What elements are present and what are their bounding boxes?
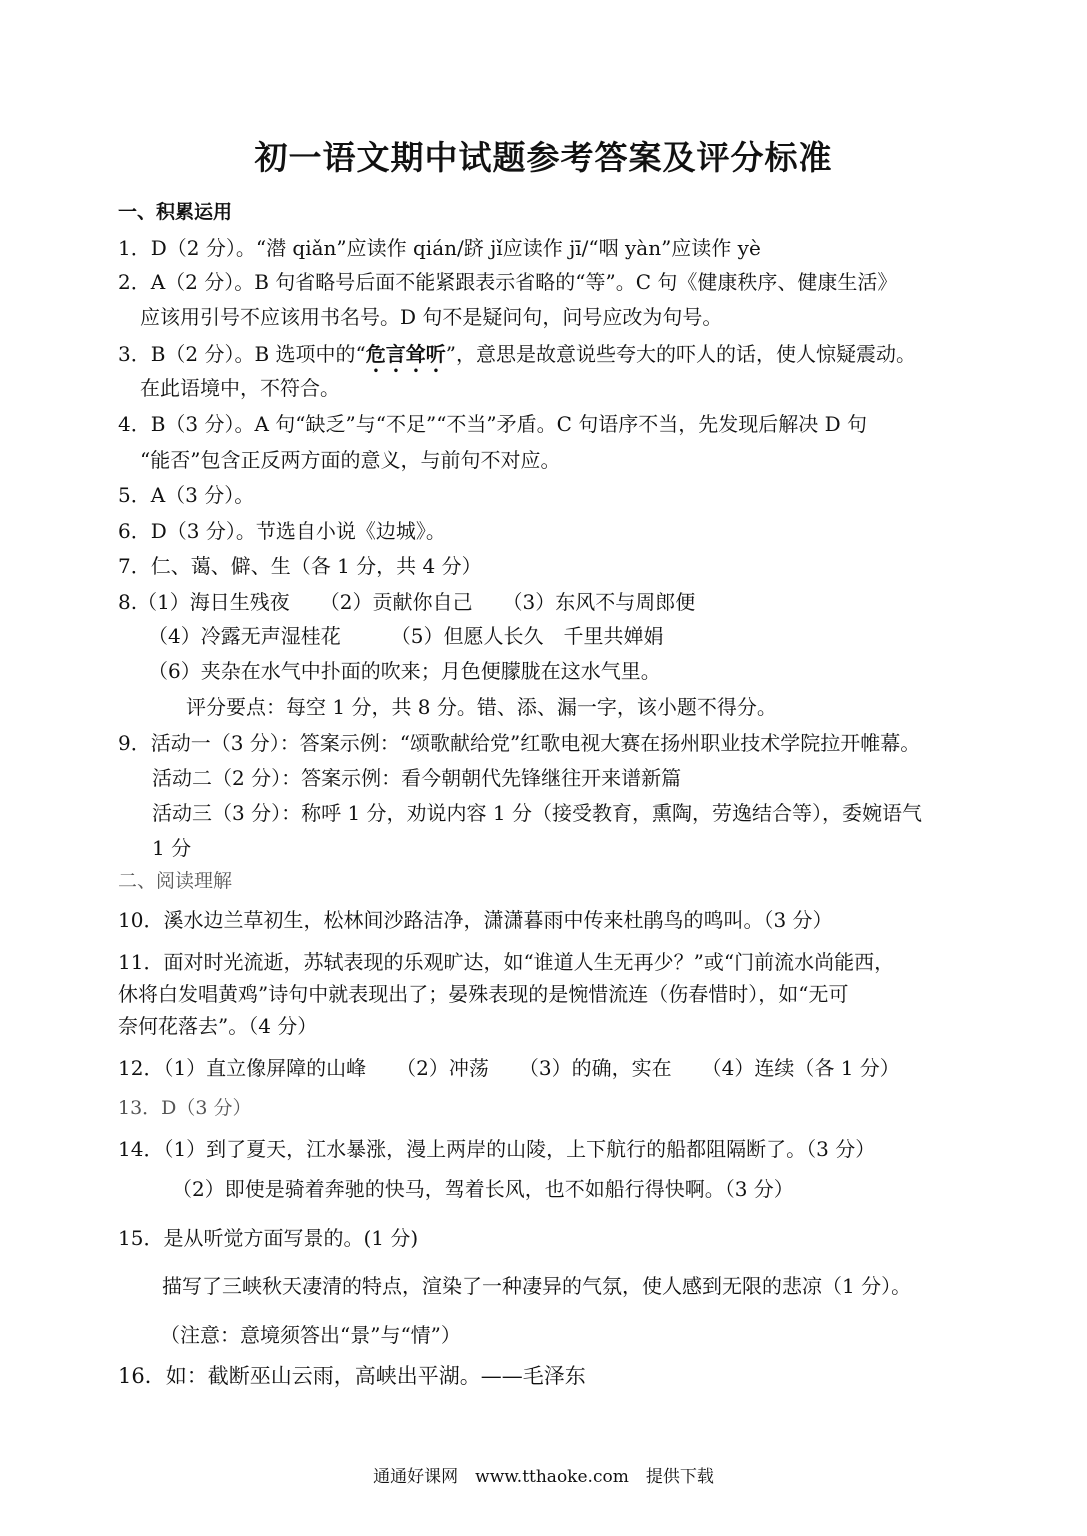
answer-10: 10．溪水边兰草初生，松林间沙路洁净，潇潇暮雨中传来杜鹃鸟的鸣叫。（3 分）	[118, 908, 833, 932]
answer-3-idiom: 危言耸听	[365, 342, 446, 366]
page-title: 初一语文期中试题参考答案及评分标准	[254, 138, 833, 177]
answer-2-line-2: 应该用引号不应该用书名号。D 句不是疑问句，问号应改为句号。	[140, 305, 723, 329]
answer-3-line-2: 在此语境中，不符合。	[140, 376, 340, 400]
section-heading-accumulation: 一、积累运用	[118, 201, 233, 223]
answer-8-line-2: （4）冷露无声湿桂花 （5）但愿人长久 千里共婵娟	[148, 624, 664, 648]
answer-9-activity-1: 9．活动一（3 分）：答案示例：“颂歌献给党”红歌电视大赛在扬州职业技术学院拉开帷幕。	[118, 731, 921, 755]
answer-13: 13．D（3 分）	[118, 1097, 252, 1119]
answer-6: 6．D（3 分）。节选自小说《边城》。	[118, 519, 446, 543]
answer-11-line-1: 11．面对时光流逝，苏轼表现的乐观旷达，如“谁道人生无再少？”或“门前流水尚能西，	[118, 950, 895, 974]
answer-2-line-1: 2．A（2 分）。B 句省略号后面不能紧跟表示省略的“等”。C 句《健康秩序、健康生活》	[118, 270, 898, 294]
answer-14-line-2: （2）即使是骑着奔驰的快马，驾着长风，也不如船行得快啊。（3 分）	[172, 1177, 794, 1201]
answer-15-line-2: 描写了三峡秋天凄清的特点，渲染了一种凄异的气氛，使人感到无限的悲凉（1 分）。	[162, 1274, 912, 1298]
section-heading-reading: 二、阅读理解	[118, 870, 233, 892]
answer-3-suffix: ”，意思是故意说些夸大的吓人的话，使人惊疑震动。	[445, 342, 917, 366]
answer-9-activity-2: 活动二（2 分）：答案示例：看今朝朝代先锋继往开来谱新篇	[152, 766, 682, 790]
answer-4-line-1: 4．B（3 分）。A 句“缺乏”与“不足”“不当”矛盾。C 句语序不当，先发现后解决 D 句	[118, 412, 868, 436]
answer-15-line-1: 15．是从听觉方面写景的。(1 分)	[118, 1226, 419, 1250]
answer-8-line-1: 8.（1）海日生残夜 （2）贡献你自己 （3）东风不与周郎便	[118, 590, 696, 614]
answer-9-activity-3-cont: 1 分	[152, 836, 192, 860]
answer-3-line-1	[118, 340, 916, 377]
footer-source: 通通好课网 www.tthaoke.com 提供下载	[373, 1467, 714, 1487]
answer-16: 16．如：截断巫山云雨，高峡出平湖。——毛泽东	[118, 1364, 586, 1388]
answer-7: 7．仁、蔼、僻、生（各 1 分，共 4 分）	[118, 554, 482, 578]
answer-5: 5．A（3 分）。	[118, 483, 255, 507]
answer-4-line-2: “能否”包含正反两方面的意义，与前句不对应。	[140, 448, 561, 472]
answer-11-line-3: 奈何花落去”。（4 分）	[118, 1014, 318, 1038]
answer-3-prefix: 3．B（2 分）。B 选项中的“	[118, 342, 366, 366]
answer-14-line-1: 14．（1）到了夏天，江水暴涨，漫上两岸的山陵，上下航行的船都阻隔断了。（3 分）	[118, 1137, 876, 1161]
answer-15-note: （注意：意境须答出“景”与“情”）	[160, 1323, 461, 1347]
answer-12: 12．（1）直立像屏障的山峰 （2）冲荡 （3）的确，实在 （4）连续（各 1 分）	[118, 1056, 900, 1080]
answer-11-line-2: 休将白发唱黄鸡”诗句中就表现出了；晏殊表现的是惋惜流连（伤春惜时），如“无可	[118, 982, 849, 1006]
scoring-note-8: 评分要点：每空 1 分，共 8 分。错、添、漏一字，该小题不得分。	[186, 695, 777, 719]
answer-1: 1．D（2 分）。“潜 qiǎn”应读作 qián/跻 jǐ应读作 jī/“咽 yàn”应读作 yè	[118, 236, 761, 260]
answer-9-activity-3: 活动三（3 分）：称呼 1 分，劝说内容 1 分（接受教育，熏陶，劳逸结合等），委婉语气	[152, 801, 922, 825]
answer-8-line-3: （6）夹杂在水气中扑面的吹来；月色便朦胧在这水气里。	[148, 659, 661, 683]
